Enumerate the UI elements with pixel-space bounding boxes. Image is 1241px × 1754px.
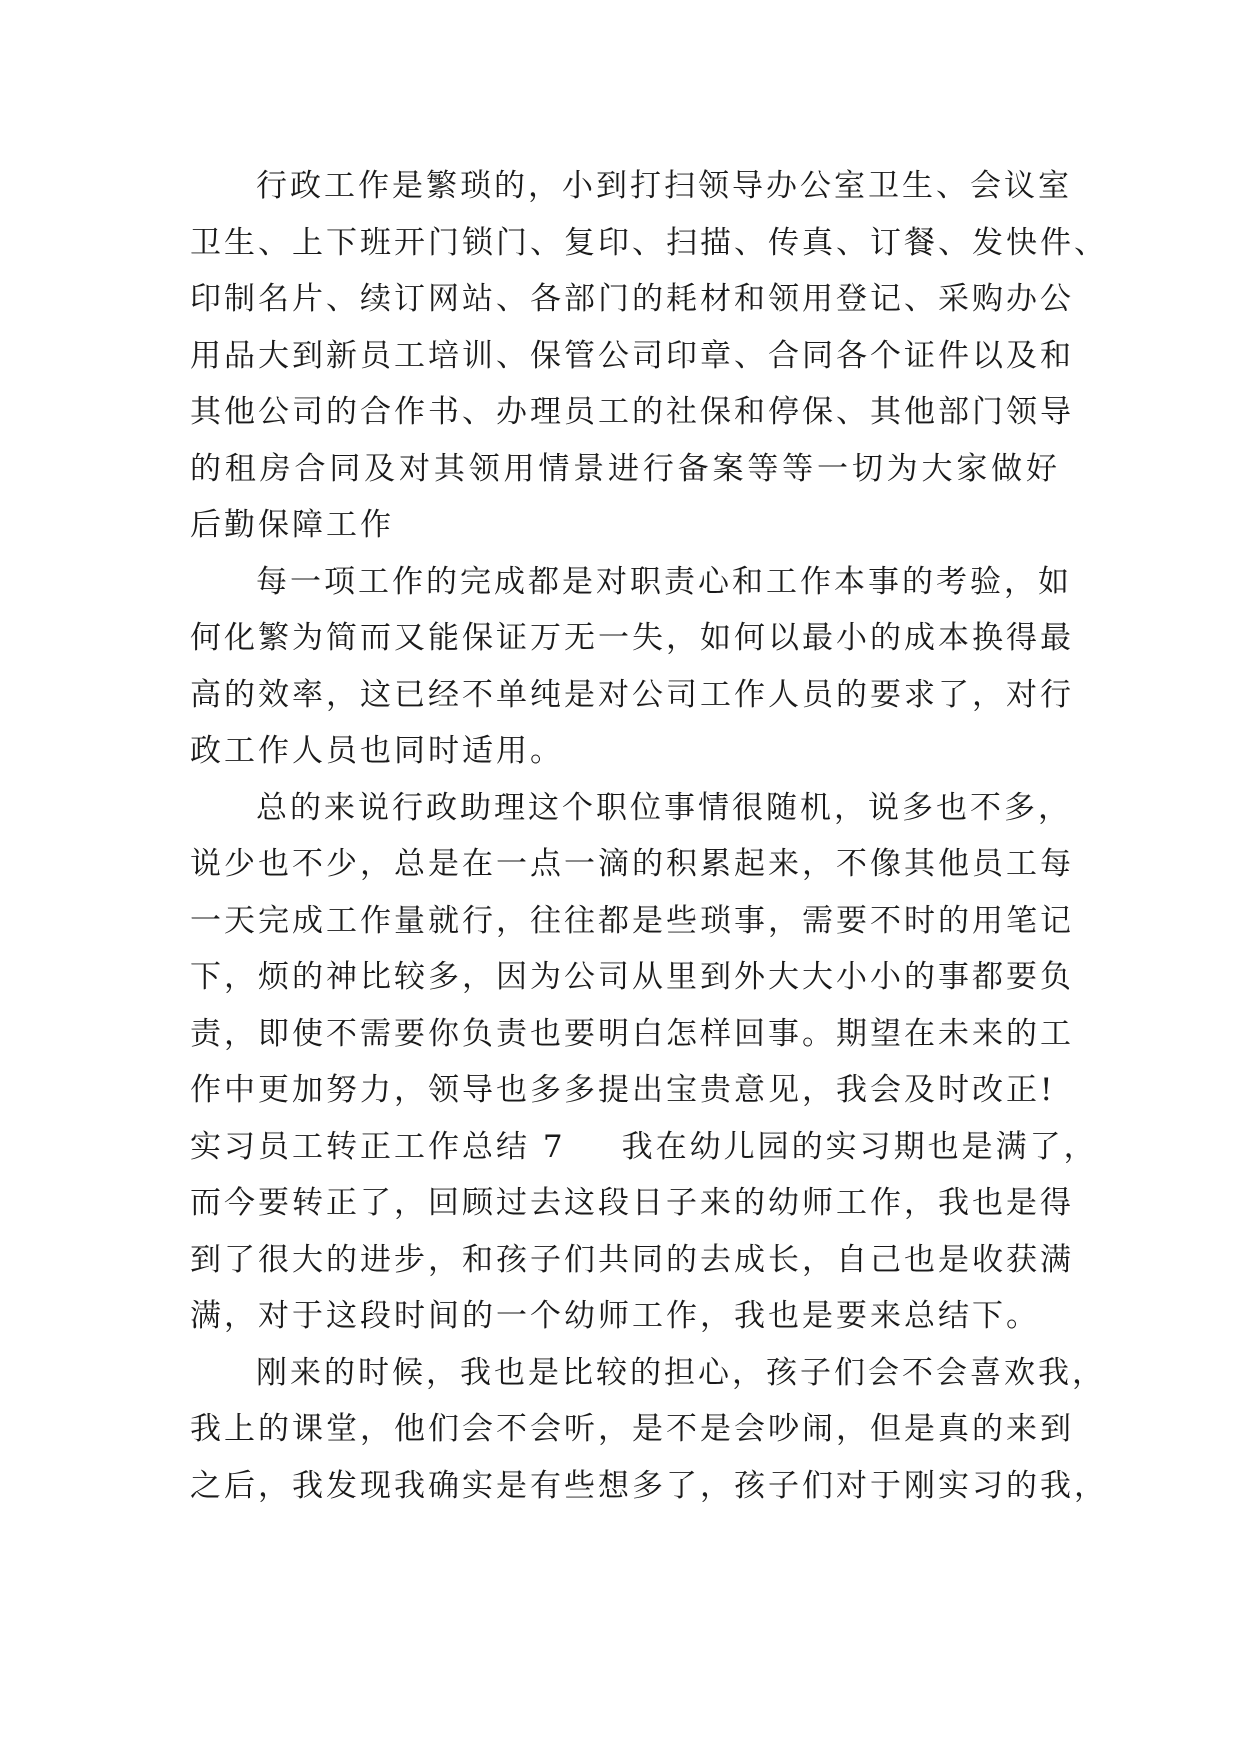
text-line: 印制名片、续订网站、各部门的耗材和领用登记、采购办公 bbox=[190, 281, 1074, 317]
text-line: 政工作人员也同时适用。 bbox=[190, 733, 564, 769]
text-line: 一天完成工作量就行，往往都是些琐事，需要不时的用笔记 bbox=[190, 902, 1074, 939]
heading-tail-text: 我在幼儿园的实习期也是满了， bbox=[621, 1128, 1098, 1165]
text-line: 后勤保障工作 bbox=[190, 507, 394, 543]
text-line: 行政工作是繁琐的，小到打扫领导办公室卫生、会议室 bbox=[256, 168, 1072, 204]
section-heading-line bbox=[190, 1119, 1098, 1176]
text-line: 作中更加努力，领导也多多提出宝贵意见，我会及时改正! bbox=[190, 1072, 1056, 1108]
text-line: 其他公司的合作书、办理员工的社保和停保、其他部门领导 bbox=[190, 394, 1074, 430]
text-line: 到了很大的进步，和孩子们共同的去成长，自己也是收获满 bbox=[190, 1241, 1074, 1278]
text-line: 何化繁为简而又能保证万无一失，如何以最小的成本换得最 bbox=[190, 620, 1074, 656]
paragraph-4 bbox=[190, 1119, 1098, 1345]
paragraph-5 bbox=[190, 1345, 1108, 1515]
text-line: 满，对于这段时间的一个幼师工作，我也是要来总结下。 bbox=[190, 1298, 1040, 1334]
text-line: 高的效率，这已经不单纯是对公司工作人员的要求了，对行 bbox=[190, 676, 1074, 713]
paragraph-3 bbox=[190, 780, 1074, 1119]
paragraph-2 bbox=[190, 554, 1074, 780]
text-line: 而今要转正了，回顾过去这段日子来的幼师工作，我也是得 bbox=[190, 1185, 1074, 1221]
text-line: 每一项工作的完成都是对职责心和工作本事的考验，如 bbox=[256, 563, 1072, 600]
text-line: 之后，我发现我确实是有些想多了，孩子们对于刚实习的我， bbox=[190, 1467, 1108, 1504]
text-line: 责，即使不需要你负责也要明白怎样回事。期望在未来的工 bbox=[190, 1015, 1074, 1052]
text-line: 用品大到新员工培训、保管公司印章、合同各个证件以及和 bbox=[190, 337, 1074, 374]
paragraph-1 bbox=[190, 158, 1108, 554]
text-line: 下，烦的神比较多，因为公司从里到外大大小小的事都要负 bbox=[190, 959, 1074, 995]
text-line: 的租房合同及对其领用情景进行备案等等一切为大家做好 bbox=[190, 450, 1060, 487]
text-line: 卫生、上下班开门锁门、复印、扫描、传真、订餐、发快件、 bbox=[190, 224, 1108, 261]
text-line: 说少也不少，总是在一点一滴的积累起来，不像其他员工每 bbox=[190, 846, 1074, 882]
text-line: 总的来说行政助理这个职位事情很随机，说多也不多， bbox=[256, 789, 1072, 826]
text-line: 我上的课堂，他们会不会听，是不是会吵闹，但是真的来到 bbox=[190, 1411, 1074, 1447]
document-body bbox=[190, 158, 1108, 1514]
text-line: 刚来的时候，我也是比较的担心，孩子们会不会喜欢我， bbox=[256, 1354, 1106, 1391]
section-heading: 实习员工转正工作总结 7 bbox=[190, 1128, 566, 1165]
